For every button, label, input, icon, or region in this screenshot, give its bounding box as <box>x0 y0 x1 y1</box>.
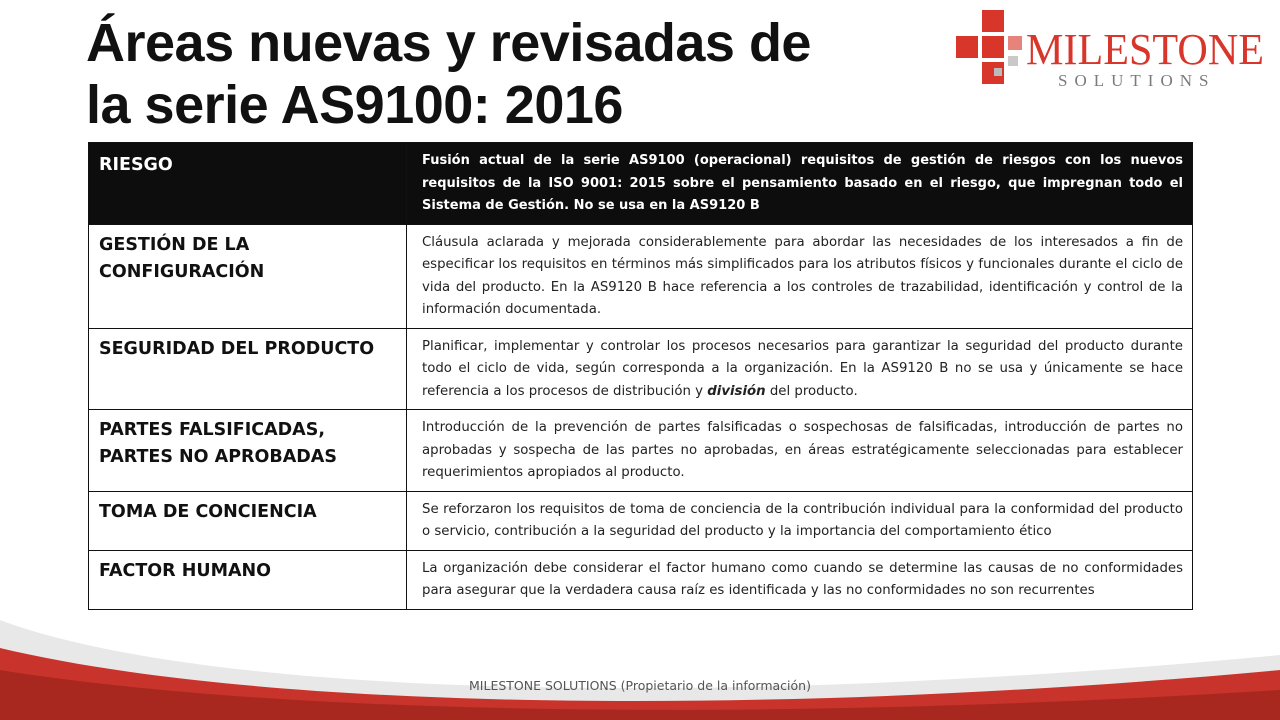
row-label: GESTIÓN DE LA CONFIGURACIÓN <box>99 234 265 282</box>
milestone-logo <box>952 6 1272 90</box>
row-label-cell <box>89 410 407 492</box>
row-desc-cell <box>407 410 1193 492</box>
row-desc-cell <box>407 328 1193 410</box>
table-row-factor-humano <box>89 550 1193 609</box>
row-label-cell <box>89 550 407 609</box>
title-line-1: Áreas nuevas y revisadas de <box>86 13 811 73</box>
row-description: Se reforzaron los requisitos de toma de conciencia de la contribución individual para la conformidad del producto o servicio, contribución a la seguridad del producto y la importancia del comportamiento ético <box>422 501 1183 539</box>
row-label: FACTOR HUMANO <box>99 560 272 581</box>
row-desc-cell <box>407 491 1193 550</box>
row-label-cell <box>89 224 407 328</box>
row-description: La organización debe considerar el factor humano como cuando se determine las causas de no conformidades para asegurar que la verdadera causa raíz es identificada y las no conformidades no son recurrentes <box>422 560 1183 598</box>
row-label: SEGURIDAD DEL PRODUCTO <box>99 338 375 359</box>
table-row-seguridad <box>89 328 1193 410</box>
table-row-partes <box>89 410 1193 492</box>
row-description <box>408 330 1191 409</box>
row-label-cell <box>89 491 407 550</box>
logo-sub-text: SOLUTIONS <box>1058 71 1216 90</box>
row-label: PARTES FALSIFICADAS, PARTES NO APROBADAS <box>99 420 337 467</box>
table-row-conciencia <box>89 491 1193 550</box>
logo-mark-icon <box>956 10 1022 84</box>
row-description: Introducción de la prevención de partes falsificadas o sospechosas de falsificadas, introducción de partes no aprobadas y sospecha de las partes no aprobadas, en áreas estratégicamente seleccionadas para establecer requerimientos apropiados al producto. <box>422 420 1183 480</box>
row-description: Cláusula aclarada y mejorada considerablemente para abordar las necesidades de los interesados a fin de especificar los requisitos en términos más simplificados para los atributos físicos y funcionales durante el ciclo de vida del producto. En la AS9120 B hace referencia a los controles de trazabilidad, identificación y control de la información documentada. <box>422 234 1183 317</box>
footer-text: MILESTONE SOLUTIONS (Propietario de la información) <box>469 678 811 693</box>
desc-emphasis: división <box>707 383 766 399</box>
title-line-2: la serie AS9100: 2016 <box>86 75 623 135</box>
page-title <box>86 12 926 136</box>
row-description: Fusión actual de la serie AS9100 (operacional) requisitos de gestión de riesgos con los nuevos requisitos de la ISO 9001: 2015 sobre el pensamiento basado en el riesgo, que impregnan todo el Sistema de Gestión. No se usa en la AS9120 B <box>422 153 1183 213</box>
row-desc-cell <box>407 550 1193 609</box>
row-label-cell <box>89 143 407 225</box>
row-label: TOMA DE CONCIENCIA <box>99 501 317 522</box>
table-row-riesgo <box>89 143 1193 225</box>
logo-name-text: MILESTONE <box>1026 25 1264 74</box>
areas-table <box>88 142 1193 610</box>
row-label-cell <box>89 328 407 410</box>
row-desc-cell <box>407 143 1193 225</box>
desc-part-a: Planificar, implementar y controlar los procesos necesarios para garantizar la seguridad del producto durante todo el ciclo de vida, según corresponda a la organización. En la AS9120 B no se usa y únicamente se hace referencia a los procesos de distribución y <box>422 338 1183 399</box>
table-row-configuracion <box>89 224 1193 328</box>
row-label: RIESGO <box>99 155 173 175</box>
row-desc-cell <box>407 224 1193 328</box>
desc-part-b: del producto. <box>765 383 858 399</box>
red-swoosh-decoration <box>0 600 1280 720</box>
